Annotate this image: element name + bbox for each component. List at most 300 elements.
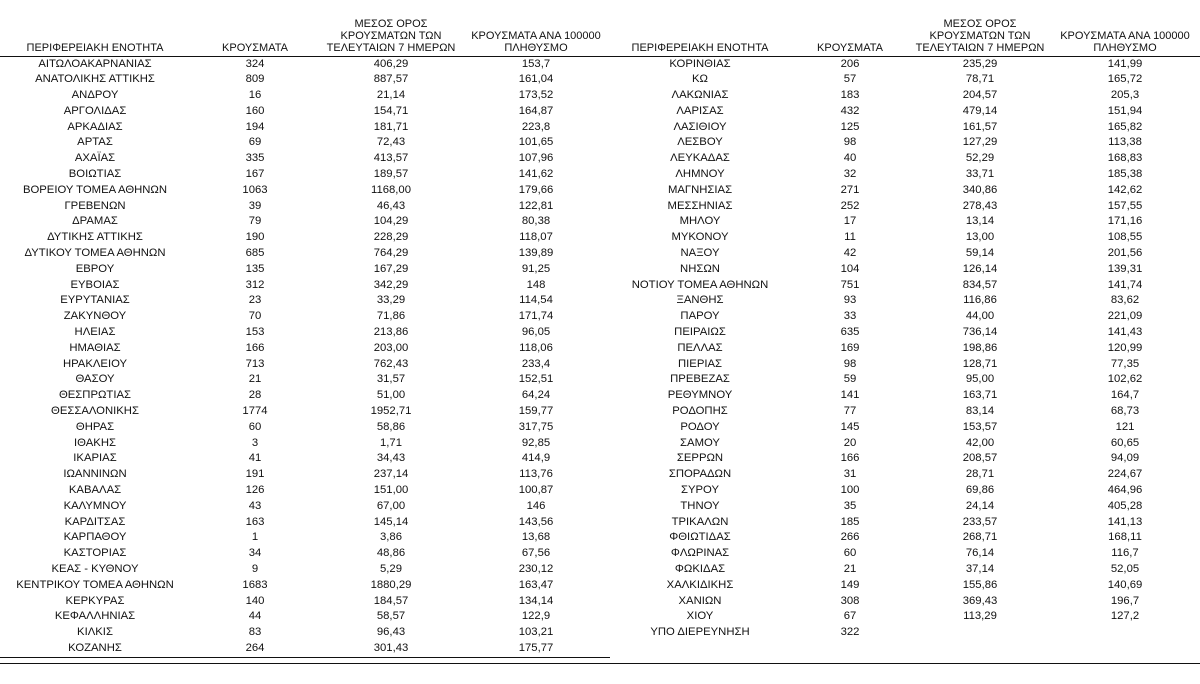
avg7-cell: 48,86 <box>376 547 406 560</box>
per100k-cell: 83,62 <box>1110 294 1140 307</box>
table-row <box>610 562 1200 578</box>
avg7-cell: 153,57 <box>962 420 998 433</box>
cases-cell: 685 <box>245 247 265 260</box>
avg7-cell: 479,14 <box>962 104 998 117</box>
table-row <box>0 357 610 373</box>
table-row <box>0 530 610 546</box>
region-cell: ΜΗΛΟΥ <box>679 215 721 228</box>
region-cell: ΑΙΤΩΛΟΑΚΑΡΝΑΝΙΑΣ <box>38 57 152 70</box>
cases-cell: 60 <box>843 547 857 560</box>
avg7-cell: 104,29 <box>373 215 409 228</box>
per100k-cell: 224,67 <box>1107 468 1143 481</box>
region-cell: ΚΟΡΙΝΘΙΑΣ <box>669 57 731 70</box>
table-row <box>0 609 610 625</box>
per100k-cell: 164,7 <box>1110 389 1140 402</box>
avg7-cell: 71,86 <box>376 310 406 323</box>
per100k-cell: 118,06 <box>519 341 553 354</box>
region-cell: ΔΡΑΜΑΣ <box>72 215 118 228</box>
region-cell: ΚΕΦΑΛΛΗΝΙΑΣ <box>54 610 136 623</box>
table-row <box>610 262 1200 278</box>
avg7-cell: 278,43 <box>962 199 998 212</box>
table-row <box>610 341 1200 357</box>
cases-cell: 59 <box>843 373 857 386</box>
table-row <box>610 372 1200 388</box>
avg7-cell: 76,14 <box>965 547 995 560</box>
avg7-cell: 37,14 <box>965 563 995 575</box>
avg7-cell: 181,71 <box>373 120 409 133</box>
per100k-cell: 127,2 <box>1110 610 1140 623</box>
table-row <box>0 562 610 578</box>
avg7-cell: 33,71 <box>965 168 995 181</box>
per100k-cell: 80,38 <box>521 215 551 228</box>
table-row <box>0 262 610 278</box>
table-row <box>610 72 1200 88</box>
cases-cell: 11 <box>844 231 856 244</box>
avg7-cell: 1952,71 <box>370 405 412 418</box>
region-cell: ΘΕΣΣΑΛΟΝΙΚΗΣ <box>51 405 139 418</box>
table-row <box>0 467 610 483</box>
per100k-cell: 101,65 <box>518 136 554 149</box>
cases-cell: 635 <box>840 326 860 339</box>
per100k-cell: 103,21 <box>518 626 554 639</box>
per100k-cell: 139,89 <box>518 247 554 260</box>
cases-cell: 1 <box>251 531 259 544</box>
cases-cell: 44 <box>248 610 262 623</box>
region-cell: ΧΙΟΥ <box>686 610 714 623</box>
avg7-cell: 342,29 <box>373 278 409 291</box>
table-row <box>0 388 610 404</box>
per100k-cell: 96,05 <box>521 326 551 339</box>
table-row <box>610 451 1200 467</box>
cases-cell: 93 <box>843 294 857 307</box>
table-row <box>610 467 1200 483</box>
table-row <box>0 56 610 72</box>
per100k-cell: 67,56 <box>521 547 551 560</box>
avg7-cell: 184,57 <box>373 594 409 607</box>
avg7-cell: 116,86 <box>963 294 997 307</box>
cases-cell: 20 <box>843 436 857 449</box>
table-row <box>610 278 1200 294</box>
table-row <box>0 246 610 262</box>
per100k-cell: 464,96 <box>1107 484 1143 497</box>
per100k-cell: 223,8 <box>521 120 551 133</box>
region-cell: ΚΑΡΠΑΘΟΥ <box>63 531 127 544</box>
region-cell: ΦΘΙΩΤΙΔΑΣ <box>669 531 731 544</box>
table-row <box>610 546 1200 562</box>
per100k-cell: 122,9 <box>521 610 551 623</box>
per100k-cell: 92,85 <box>521 436 551 449</box>
per100k-cell: 185,38 <box>1107 168 1143 181</box>
per100k-cell: 196,7 <box>1110 594 1140 607</box>
avg7-cell: 764,29 <box>373 247 409 260</box>
table-row <box>610 293 1200 309</box>
per100k-cell: 118,07 <box>519 231 553 244</box>
region-cell: ΙΚΑΡΙΑΣ <box>73 452 117 465</box>
cases-cell: 432 <box>840 104 860 117</box>
region-cell: ΚΟΖΑΝΗΣ <box>0 641 190 657</box>
cases-cell: 135 <box>245 262 265 275</box>
cases-cell: 751 <box>840 278 860 291</box>
table-row <box>610 246 1200 262</box>
cases-cell: 308 <box>840 594 860 607</box>
cases-cell: 33 <box>843 310 857 323</box>
left-cases-table <box>0 0 610 658</box>
per100k-cell: 151,94 <box>1107 104 1143 117</box>
avg7-cell: 113,29 <box>963 610 997 623</box>
table-row <box>610 151 1200 167</box>
avg7-cell: 3,86 <box>380 531 402 544</box>
avg7-cell: 13,14 <box>965 215 995 228</box>
region-cell: ΘΕΣΠΡΩΤΙΑΣ <box>58 389 131 402</box>
table-row <box>610 325 1200 341</box>
region-cell: ΚΕΑΣ - ΚΥΘΝΟΥ <box>51 563 139 575</box>
region-cell: ΧΑΝΙΩΝ <box>678 594 722 607</box>
region-cell: ΚΩ <box>692 73 708 86</box>
table-row <box>0 625 610 641</box>
region-cell: ΝΑΞΟΥ <box>680 247 720 260</box>
header-row <box>0 0 610 56</box>
cases-cell: 21 <box>843 563 857 575</box>
region-cell: ΒΟΡΕΙΟΥ ΤΟΜΕΑ ΑΘΗΝΩΝ <box>22 183 168 196</box>
cases-cell: 17 <box>843 215 857 228</box>
per100k-cell: 168,11 <box>1108 531 1142 544</box>
per100k-cell: 165,82 <box>1107 120 1143 133</box>
per100k-cell: 140,69 <box>1107 578 1143 591</box>
table-row <box>0 72 610 88</box>
cases-cell: 100 <box>840 484 860 497</box>
cases-cell: 35 <box>843 499 857 512</box>
table-row <box>610 183 1200 199</box>
region-cell: ΝΗΣΩΝ <box>680 262 720 275</box>
table-row <box>0 451 610 467</box>
avg7-cell: 5,29 <box>380 563 402 575</box>
avg7-cell: 13,00 <box>965 231 995 244</box>
per100k-cell: 114,54 <box>519 294 553 307</box>
avg7-cell: 151,00 <box>373 484 409 497</box>
table-row <box>610 104 1200 120</box>
avg7-cell: 235,29 <box>962 57 998 70</box>
per100k-cell: 163,47 <box>518 578 554 591</box>
avg7-cell: 58,57 <box>376 610 406 623</box>
cases-cell: 809 <box>245 73 265 86</box>
per100k-cell: 139,31 <box>1107 262 1143 275</box>
avg7-cell: 69,86 <box>965 484 995 497</box>
table-row <box>0 167 610 183</box>
per100k-cell: 68,73 <box>1110 405 1140 418</box>
per100k-cell: 100,87 <box>518 484 554 497</box>
per100k-cell: 113,38 <box>1108 136 1142 149</box>
per100k-cell: 175,77 <box>462 641 610 657</box>
avg7-cell: 301,43 <box>320 641 462 657</box>
region-cell: ΗΡΑΚΛΕΙΟΥ <box>62 357 128 370</box>
table-row <box>610 230 1200 246</box>
per100k-cell <box>1050 625 1200 641</box>
table-row <box>610 530 1200 546</box>
cases-cell: 104 <box>840 262 860 275</box>
avg7-cell: 155,86 <box>962 578 998 591</box>
region-cell: ΚΑΡΔΙΤΣΑΣ <box>64 515 126 528</box>
table-row <box>610 167 1200 183</box>
region-cell: ΔΥΤΙΚΟΥ ΤΟΜΕΑ ΑΘΗΝΩΝ <box>24 247 166 260</box>
region-cell: ΚΕΡΚΥΡΑΣ <box>65 594 125 607</box>
per100k-cell: 121 <box>1115 420 1135 433</box>
avg7-cell: 127,29 <box>962 136 998 149</box>
region-cell: ΡΟΔΟΠΗΣ <box>672 405 728 418</box>
region-cell: ΣΠΟΡΑΔΩΝ <box>668 468 732 481</box>
per100k-cell: 221,09 <box>1107 310 1143 323</box>
table-row <box>0 483 610 499</box>
region-cell: ΠΕΛΛΑΣ <box>677 341 723 354</box>
cases-cell: 34 <box>248 547 262 560</box>
cases-cell: 166 <box>840 452 860 465</box>
region-cell: ΙΩΑΝΝΙΝΩΝ <box>63 468 127 481</box>
region-cell: ΑΧΑΪΑΣ <box>74 152 116 165</box>
table-row <box>610 625 1200 641</box>
region-cell: ΚΙΛΚΙΣ <box>77 626 113 639</box>
avg7-cell: 33,29 <box>376 294 406 307</box>
table-row <box>610 404 1200 420</box>
per100k-cell: 64,24 <box>521 389 551 402</box>
table-row <box>0 594 610 610</box>
table-row <box>610 135 1200 151</box>
avg7-cell: 95,00 <box>965 373 995 386</box>
avg7-cell: 46,43 <box>376 199 406 212</box>
avg7-cell: 52,29 <box>965 152 995 165</box>
per100k-cell: 317,75 <box>518 420 554 433</box>
avg7-cell: 21,14 <box>376 89 406 102</box>
region-cell: ΒΟΙΩΤΙΑΣ <box>68 168 122 181</box>
per100k-cell: 159,77 <box>518 405 554 418</box>
table-row <box>610 88 1200 104</box>
cases-cell: 335 <box>245 152 265 165</box>
region-cell: ΙΘΑΚΗΣ <box>74 436 116 449</box>
cases-cell: 31 <box>843 468 857 481</box>
region-cell: ΛΑΚΩΝΙΑΣ <box>671 89 729 102</box>
region-cell: ΦΛΩΡΙΝΑΣ <box>670 547 730 560</box>
cases-cell: 185 <box>840 515 860 528</box>
cases-cell: 1683 <box>242 578 268 591</box>
avg7-cell: 67,00 <box>376 499 406 512</box>
cases-cell: 145 <box>840 420 860 433</box>
avg7-cell: 161,57 <box>962 120 998 133</box>
cases-cell: 1774 <box>242 405 268 418</box>
region-cell: ΚΑΛΥΜΝΟΥ <box>63 499 127 512</box>
cases-cell: 324 <box>245 57 265 70</box>
cases-cell: 41 <box>248 452 262 465</box>
cases-cell: 160 <box>245 104 265 117</box>
per100k-cell: 152,51 <box>518 373 554 386</box>
cases-cell: 713 <box>245 357 265 370</box>
table-row <box>0 309 610 325</box>
table-row <box>610 388 1200 404</box>
cases-cell: 322 <box>840 626 860 639</box>
per100k-cell: 91,25 <box>521 262 551 275</box>
table-row <box>0 341 610 357</box>
table-row <box>0 641 610 657</box>
per100k-cell: 205,3 <box>1110 89 1140 102</box>
region-cell: ΛΕΥΚΑΔΑΣ <box>670 152 730 165</box>
header-row <box>610 0 1200 56</box>
avg7-cell: 406,29 <box>373 57 409 70</box>
cases-cell: 271 <box>840 183 860 196</box>
region-cell: ΛΕΣΒΟΥ <box>677 136 723 149</box>
cases-cell: 40 <box>843 152 857 165</box>
right-cases-table <box>610 0 1200 641</box>
per100k-cell: 165,72 <box>1107 73 1143 86</box>
table-row <box>610 120 1200 136</box>
per100k-cell: 405,28 <box>1107 499 1143 512</box>
avg7-cell: 369,43 <box>962 594 998 607</box>
per100k-cell: 52,05 <box>1110 563 1140 575</box>
cases-cell: 42 <box>843 247 857 260</box>
table-row <box>610 214 1200 230</box>
avg7-cell: 887,57 <box>373 73 409 86</box>
region-cell: ΜΑΓΝΗΣΙΑΣ <box>667 183 733 196</box>
per100k-cell: 179,66 <box>518 183 554 196</box>
avg7-cell: 189,57 <box>373 168 409 181</box>
avg7-cell: 208,57 <box>962 452 998 465</box>
table-row <box>610 594 1200 610</box>
cases-cell: 125 <box>840 120 860 133</box>
avg7-cell: 42,00 <box>965 436 995 449</box>
per100k-cell: 94,09 <box>1110 452 1140 465</box>
cases-cell: 166 <box>245 341 265 354</box>
cases-cell: 3 <box>251 436 259 449</box>
table-row <box>0 404 610 420</box>
region-cell: ΛΗΜΝΟΥ <box>675 168 725 181</box>
table-row <box>0 214 610 230</box>
per100k-cell: 201,56 <box>1107 247 1143 260</box>
avg7-cell: 204,57 <box>962 89 998 102</box>
cases-cell: 252 <box>840 199 860 212</box>
region-cell: ΘΗΡΑΣ <box>75 420 115 433</box>
region-cell: ΠΡΕΒΕΖΑΣ <box>670 373 730 386</box>
region-cell: ΥΠΟ ΔΙΕΡΕΥΝΗΣΗ <box>650 626 750 639</box>
avg7-cell: 51,00 <box>376 389 406 402</box>
per100k-cell: 168,83 <box>1107 152 1143 165</box>
header-avg7: ΜΕΣΟΣ ΟΡΟΣ ΚΡΟΥΣΜΑΤΩΝ ΤΩΝ ΤΕΛΕΥΤΑΙΩΝ 7 ΗΜΕΡΩΝ <box>320 0 462 56</box>
cases-cell: 79 <box>248 215 262 228</box>
per100k-cell: 107,96 <box>518 152 554 165</box>
cases-cell: 69 <box>248 136 262 149</box>
per100k-cell: 141,43 <box>1107 326 1143 339</box>
left-table-body <box>0 56 610 657</box>
cases-cell: 32 <box>843 168 857 181</box>
cases-cell: 9 <box>251 563 259 575</box>
cases-cell: 21 <box>248 373 262 386</box>
table-row <box>0 104 610 120</box>
region-cell: ΡΕΘΥΜΝΟΥ <box>667 389 733 402</box>
avg7-cell: 167,29 <box>373 262 409 275</box>
per100k-cell: 233,4 <box>521 357 551 370</box>
avg7-cell <box>910 625 1050 641</box>
per100k-cell: 230,12 <box>518 563 554 575</box>
table-row <box>610 309 1200 325</box>
avg7-cell: 72,43 <box>376 136 406 149</box>
table-row <box>0 293 610 309</box>
avg7-cell: 58,86 <box>376 420 406 433</box>
right-table-block <box>610 0 1200 641</box>
region-cell: ΕΥΡΥΤΑΝΙΑΣ <box>60 294 130 307</box>
header-region: ΠΕΡΙΦΕΡΕΙΑΚΗ ΕΝΟΤΗΤΑ <box>610 0 790 56</box>
region-cell: ΘΑΣΟΥ <box>75 373 115 386</box>
avg7-cell: 31,57 <box>376 373 406 386</box>
cases-cell: 153 <box>245 326 265 339</box>
cases-cell: 194 <box>245 120 265 133</box>
region-cell: ΑΡΚΑΔΙΑΣ <box>67 120 123 133</box>
cases-cell: 266 <box>840 531 860 544</box>
table-row <box>0 546 610 562</box>
cases-cell: 140 <box>245 594 265 607</box>
avg7-cell: 233,57 <box>962 515 998 528</box>
region-cell: ΣΑΜΟΥ <box>680 436 720 449</box>
region-cell: ΔΥΤΙΚΗΣ ΑΤΤΙΚΗΣ <box>47 231 143 244</box>
avg7-cell: 24,14 <box>965 499 995 512</box>
table-row <box>0 578 610 594</box>
region-cell: ΠΕΙΡΑΙΩΣ <box>674 326 726 339</box>
region-cell: ΓΡΕΒΕΝΩΝ <box>64 199 126 212</box>
per100k-cell: 116,7 <box>1111 547 1139 560</box>
cases-cell: 169 <box>840 341 860 354</box>
avg7-cell: 96,43 <box>376 626 406 639</box>
cases-cell: 98 <box>843 136 857 149</box>
cases-cell: 23 <box>248 294 262 307</box>
avg7-cell: 198,86 <box>962 341 998 354</box>
avg7-cell: 413,57 <box>373 152 409 165</box>
cases-cell: 126 <box>245 484 265 497</box>
table-row <box>0 151 610 167</box>
header-region: ΠΕΡΙΦΕΡΕΙΑΚΗ ΕΝΟΤΗΤΑ <box>0 0 190 56</box>
avg7-cell: 1880,29 <box>370 578 412 591</box>
table-row <box>0 420 610 436</box>
region-cell: ΡΟΔΟΥ <box>680 420 720 433</box>
per100k-cell: 141,62 <box>518 168 554 181</box>
table-row <box>0 436 610 452</box>
cases-cell: 141 <box>840 389 860 402</box>
header-per100k: ΚΡΟΥΣΜΑΤΑ ΑΝΑ 100000 ΠΛΗΘΥΣΜΟ <box>1050 0 1200 56</box>
region-cell: ΕΒΡΟΥ <box>75 262 115 275</box>
region-cell: ΣΥΡΟΥ <box>680 484 719 497</box>
table-row <box>610 357 1200 373</box>
cases-cell: 60 <box>248 420 262 433</box>
avg7-cell: 128,71 <box>962 357 998 370</box>
per100k-cell: 146 <box>526 499 546 512</box>
header-per100k: ΚΡΟΥΣΜΑΤΑ ΑΝΑ 100000 ΠΛΗΘΥΣΜΟ <box>462 0 610 56</box>
cases-cell: 67 <box>843 610 857 623</box>
avg7-cell: 145,14 <box>373 515 409 528</box>
per100k-cell: 161,04 <box>518 73 554 86</box>
cases-cell: 98 <box>843 357 857 370</box>
table-row <box>610 436 1200 452</box>
header-avg7: ΜΕΣΟΣ ΟΡΟΣ ΚΡΟΥΣΜΑΤΩΝ ΤΩΝ ΤΕΛΕΥΤΑΙΩΝ 7 ΗΜΕΡΩΝ <box>910 0 1050 56</box>
table-row <box>0 183 610 199</box>
per100k-cell: 13,68 <box>521 531 551 544</box>
region-cell: ΖΑΚΥΝΘΟΥ <box>63 310 127 323</box>
per100k-cell: 77,35 <box>1110 357 1140 370</box>
table-bottom-border <box>0 663 1200 664</box>
per100k-cell: 141,13 <box>1107 515 1143 528</box>
avg7-cell: 1168,00 <box>371 183 411 196</box>
table-row <box>0 88 610 104</box>
table-row <box>610 199 1200 215</box>
avg7-cell: 762,43 <box>373 357 409 370</box>
per100k-cell: 148 <box>526 278 546 291</box>
cases-cell: 190 <box>245 231 265 244</box>
region-cell: ΛΑΡΙΣΑΣ <box>676 104 724 117</box>
region-cell: ΜΕΣΣΗΝΙΑΣ <box>667 199 733 212</box>
region-cell: ΠΑΡΟΥ <box>680 310 720 323</box>
per100k-cell: 141,74 <box>1107 278 1143 291</box>
